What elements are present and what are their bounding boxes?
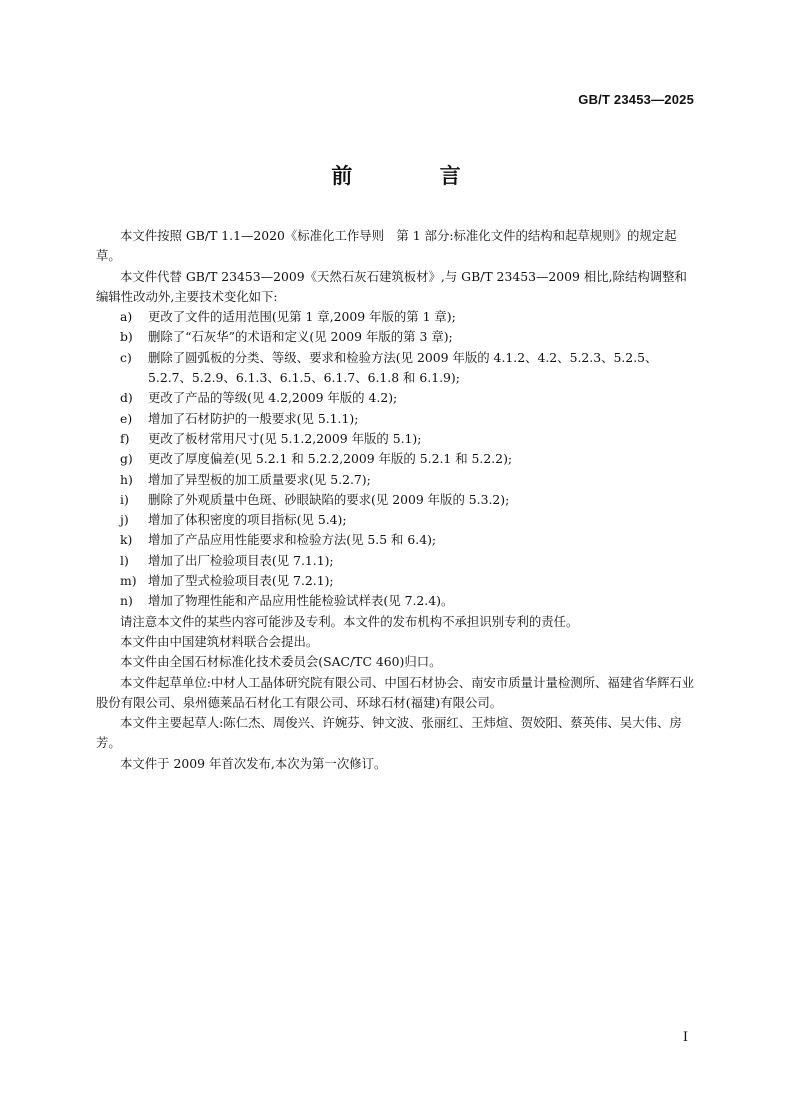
list-item-text: 删除了外观质量中色斑、砂眼缺陷的要求(见 2009 年版的 5.3.2); [148,491,510,507]
list-item-text: 增加了石材防护的一般要求(见 5.1.1); [148,410,359,426]
list-item [96,388,696,408]
paragraph: 本文件由全国石材标准化技术委员会(SAC/TC 460)归口。 [120,654,442,670]
list-marker: d) [120,390,133,406]
list-item-text: 更改了板材常用尺寸(见 5.1.2,2009 年版的 5.1); [148,430,422,446]
list-marker: l) [120,552,129,568]
list-marker: k) [120,532,133,548]
list-item-text: 增加了产品应用性能要求和检验方法(见 5.5 和 6.4); [148,532,437,548]
standard-code: GB/T 23453—2025 [578,92,694,107]
list-item [96,307,696,327]
list-item [96,510,696,530]
list-marker: f) [120,430,130,446]
paragraph: 本文件起草单位:中材人工晶体研究院有限公司、中国石材协会、南安市质量计量检测所、福建省华辉石业股份有限公司、泉州德莱品石材化工有限公司、环球石材(福建)有限公司。 [96,674,695,710]
list-item [96,470,696,490]
list-item-text: 增加了型式检验项目表(见 7.2.1); [148,573,334,589]
list-marker: e) [120,410,133,426]
list-item-text: 更改了文件的适用范围(见第 1 章,2009 年版的第 1 章); [148,309,456,325]
list-item-text: 增加了物理性能和产品应用性能检验试样表(见 7.2.4)。 [148,593,454,609]
list-item [96,429,696,449]
list-item [96,348,696,389]
list-marker: n) [120,593,133,609]
list-item [96,551,696,571]
list-item-text: 增加了体积密度的项目指标(见 5.4); [148,512,347,528]
list-marker: g) [120,451,133,467]
list-item [96,409,696,429]
page-number: I [682,1030,688,1045]
list-item [96,591,696,611]
list-item-text: 增加了出厂检验项目表(见 7.1.1); [148,552,334,568]
list-item-text: 更改了厚度偏差(见 5.2.1 和 5.2.2,2009 年版的 5.2.1 和 5.2.2); [148,451,513,467]
list-item-text: 删除了圆弧板的分类、等级、要求和检验方法(见 2009 年版的 4.1.2、4.2、5.2.3、5.2.5、5.2.7、5.2.9、6.1.3、6.1.5、6.1.7、6.1.8 和 6.1.9); [148,349,658,386]
list-marker: b) [120,329,133,345]
list-marker: a) [120,309,133,325]
list-marker: j) [120,512,129,528]
list-item [96,530,696,550]
list-marker: i) [120,491,129,507]
list-marker: m) [120,573,137,589]
list-item [96,449,696,469]
list-item-text: 增加了异型板的加工质量要求(见 5.2.7); [148,471,371,487]
page-title: 前 言 [331,164,501,188]
paragraph: 本文件主要起草人:陈仁杰、周俊兴、许婉芬、钟文波、张丽红、王炜煊、贺姣阳、蔡英伟、吴大伟、房芳。 [96,715,682,751]
list-item [96,571,696,591]
list-marker: h) [120,471,133,487]
changes-list [96,307,696,611]
paragraph: 本文件按照 GB/T 1.1—2020《标准化工作导则 第 1 部分:标准化文件的结构和起草规则》的规定起草。 [96,228,677,264]
paragraph: 本文件由中国建筑材料联合会提出。 [120,633,319,649]
paragraph: 本文件代替 GB/T 23453—2009《天然石灰石建筑板材》,与 GB/T 23453—2009 相比,除结构调整和编辑性改动外,主要技术变化如下: [96,268,687,304]
paragraph: 请注意本文件的某些内容可能涉及专利。本文件的发布机构不承担识别专利的责任。 [120,613,579,629]
list-item-text: 更改了产品的等级(见 4.2,2009 年版的 4.2); [148,390,398,406]
list-item [96,490,696,510]
list-item [96,327,696,347]
list-marker: c) [120,349,132,365]
foreword-body [96,226,696,774]
paragraph: 本文件于 2009 年首次发布,本次为第一次修订。 [120,755,387,771]
list-item-text: 删除了“石灰华”的术语和定义(见 2009 年版的第 3 章); [148,329,453,345]
